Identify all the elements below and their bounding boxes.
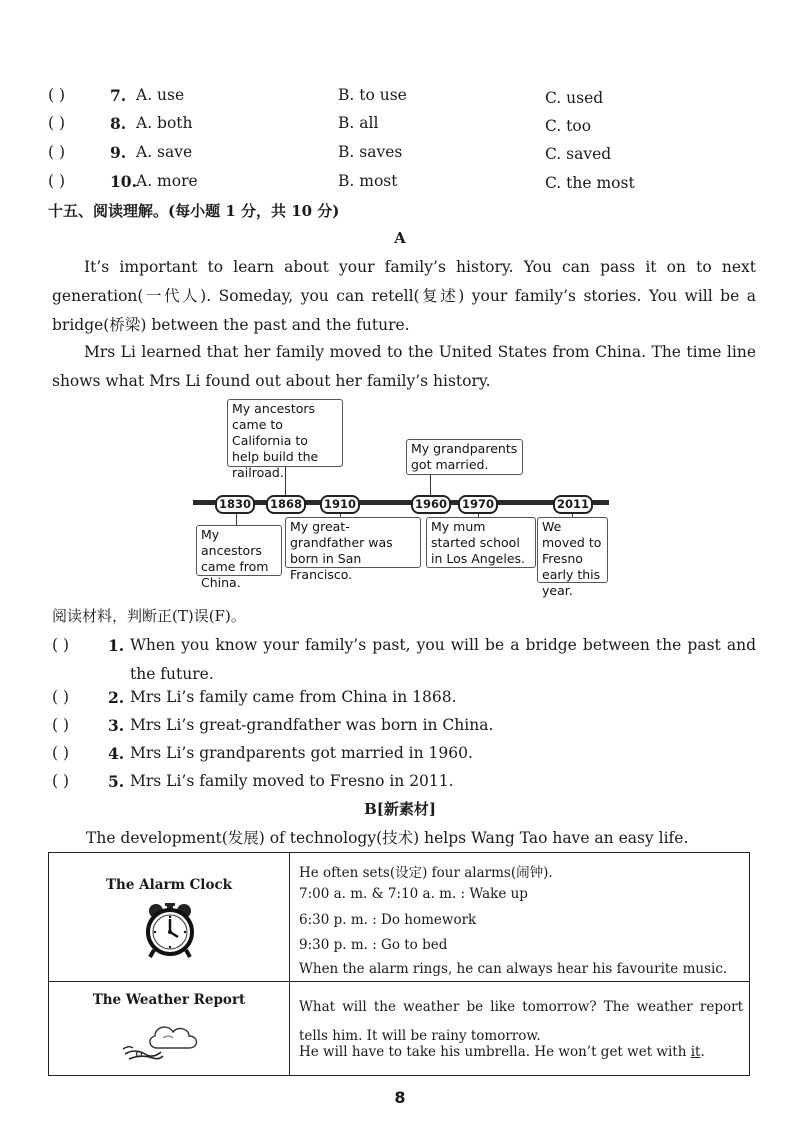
question-text: Mrs Li’s family moved to Fresno in 2011. (130, 772, 454, 790)
option-b: B. saves (338, 143, 403, 161)
choice-row (48, 172, 768, 198)
question-number: 10. (110, 172, 137, 191)
table-text: He often sets(设定) four alarms(闹钟). (299, 865, 553, 881)
timeline-event: My ancestors came to California to help build the railroad. (227, 399, 343, 467)
row-title: The Alarm Clock (105, 877, 233, 893)
option-a: A. both (136, 114, 193, 132)
answer-blank[interactable]: ( ) (48, 86, 66, 104)
option-b: B. to use (338, 86, 407, 104)
timeline-year: 1910 (320, 495, 360, 514)
table-text-line (299, 1044, 705, 1060)
connector (236, 512, 237, 526)
timeline-year: 1960 (411, 495, 451, 514)
question-text: Mrs Li’s family came from China in 1868. (130, 688, 457, 706)
info-table (48, 852, 750, 1076)
choice-row (48, 114, 768, 140)
punctuation: . (700, 1044, 705, 1060)
question-text: Mrs Li’s grandparents got married in 1960. (130, 744, 473, 762)
timeline-axis (193, 500, 609, 505)
timeline-event: My mum started school in Los Angeles. (426, 517, 536, 568)
timeline-event: My grandparents got married. (406, 439, 523, 475)
timeline-year: 1830 (215, 495, 255, 514)
answer-blank[interactable]: ( ) (52, 772, 70, 790)
answer-blank[interactable]: ( ) (48, 143, 66, 161)
question-text: When you know your family’s past, you will be a bridge between the past and the future. (130, 636, 756, 683)
question-text: Mrs Li’s great-grandfather was born in China. (130, 716, 494, 734)
answer-blank[interactable]: ( ) (52, 688, 70, 706)
answer-blank[interactable]: ( ) (48, 172, 66, 190)
timeline-event: My great-grandfather was born in San Francisco. (285, 517, 421, 568)
passage-paragraph: It’s important to learn about your family’s history. You can pass it on to next generation(一代人). Someday, you can retell(复述) your family’s stories. You will be a bridge(桥梁) between the past and the future. (52, 258, 756, 334)
option-c: C. too (545, 117, 592, 135)
answer-blank[interactable]: ( ) (48, 114, 66, 132)
section-title: 十五、阅读理解。(每小题 1 分，共 10 分) (48, 202, 340, 220)
row-title: The Weather Report (92, 992, 246, 1008)
option-a: A. use (136, 86, 185, 104)
wind-cloud-icon (119, 1018, 209, 1068)
question-number: 1. (108, 636, 125, 655)
table-text: 7:00 a. m. & 7:10 a. m. : Wake up (299, 886, 528, 902)
option-c: C. the most (545, 174, 635, 192)
table-text: He will have to take his umbrella. He won’t get wet with (299, 1044, 691, 1060)
question-number: 9. (110, 143, 127, 162)
timeline-event: My ancestors came from China. (196, 525, 282, 576)
timeline-year: 1970 (458, 495, 498, 514)
option-c: C. used (545, 89, 604, 107)
question-number: 5. (108, 772, 125, 791)
option-c: C. saved (545, 145, 612, 163)
question-number: 7. (110, 86, 127, 105)
option-a: A. more (136, 172, 198, 190)
timeline-event: We moved to Fresno early this year. (537, 517, 608, 583)
instruction: 阅读材料，判断正(T)误(F)。 (52, 607, 246, 625)
answer-blank[interactable]: ( ) (52, 744, 70, 762)
choice-row (48, 143, 768, 169)
table-text: When the alarm rings, he can always hear his favourite music. (299, 961, 728, 977)
table-text: What will the weather be like tomorrow? The weather report tells him. It will be rainy tomorrow. (299, 999, 743, 1044)
connector (430, 474, 431, 496)
timeline-year: 1868 (266, 495, 306, 514)
question-number: 8. (110, 114, 127, 133)
underlined-word: it (690, 1044, 701, 1060)
table-text: 9:30 p. m. : Go to bed (299, 937, 448, 953)
answer-blank[interactable]: ( ) (52, 716, 70, 734)
alarm-clock-icon (144, 901, 196, 963)
timeline-year: 2011 (553, 495, 593, 514)
table-divider (49, 981, 749, 982)
passage-label: A (394, 229, 406, 247)
choice-row (48, 86, 768, 112)
table-text: 6:30 p. m. : Do homework (299, 912, 477, 928)
table-divider (289, 853, 290, 1075)
passage-paragraph: Mrs Li learned that her family moved to the United States from China. The time line shows what Mrs Li found out about her family’s history. (52, 343, 756, 390)
page-number: 8 (394, 1088, 406, 1107)
question-number: 3. (108, 716, 125, 735)
question-number: 2. (108, 688, 125, 707)
connector (285, 466, 286, 496)
answer-blank[interactable]: ( ) (52, 636, 70, 654)
passage-intro: The development(发展) of technology(技术) helps Wang Tao have an easy life. (86, 829, 689, 847)
option-b: B. most (338, 172, 398, 190)
option-b: B. all (338, 114, 379, 132)
passage-label: B[新素材] (364, 800, 436, 818)
question-number: 4. (108, 744, 125, 763)
option-a: A. save (136, 143, 193, 161)
